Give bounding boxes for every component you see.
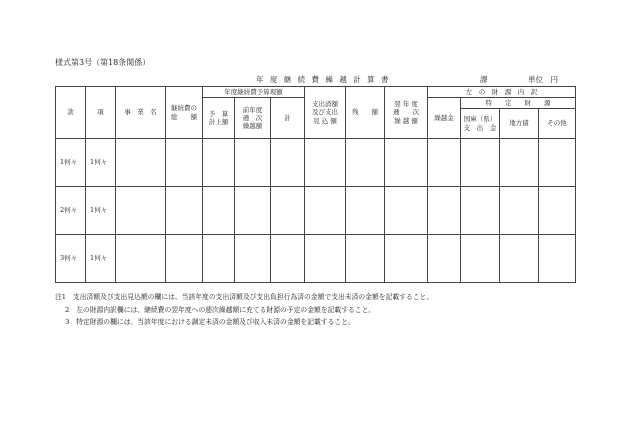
header-yosan-keijou: 予 算 計上額 (203, 98, 235, 139)
row-kan: 3何々 (56, 235, 86, 283)
header-tokutei-zaigen: 特 定 財 源 (461, 98, 576, 109)
row-kou: 1何々 (86, 139, 116, 187)
note-1: 注1 支出済額及び支出見込額の欄には、当該年度の支出済額及び支出負担行為済の金額で支出未済の金額を記載すること。 (55, 293, 434, 301)
document-title: 年 度 継 続 費 繰 越 計 算 書 (256, 75, 391, 84)
header-yokunendo: 翌 年 度 逓 次 繰 越 額 (385, 87, 428, 139)
header-kokko-shishutsukin: 国庫（県） 支 出 金 (461, 109, 500, 139)
header-shishutsu: 支出済額 及び支出 見 込 額 (305, 87, 346, 139)
row-kan: 1何々 (56, 139, 86, 187)
department-label: 課 (480, 75, 488, 84)
table-row (56, 235, 576, 283)
table-row (56, 187, 576, 235)
row-kou: 1何々 (86, 235, 116, 283)
unit-label: 単位 円 (528, 75, 558, 84)
header-zaigen-uchiwake: 左 の 財 源 内 訳 (428, 87, 576, 98)
header-keizokuhi-total: 継続費の 総 額 (166, 87, 203, 139)
note-3: 3 特定財源の欄には、当該年度における調定未済の金額及び収入未済の金額を記載すること。 (65, 318, 355, 326)
header-yosan-genkaku: 年度継続費予算現額 (203, 87, 305, 98)
header-kei: 計 (271, 98, 305, 139)
form-number: 様式第3号（第18条関係） (55, 58, 151, 67)
row-kan: 2何々 (56, 187, 86, 235)
header-jigyou: 事 業 名 (116, 87, 166, 139)
header-kan: 款 (56, 87, 86, 139)
header-zennendo: 前年度 逓 次 繰越額 (235, 98, 271, 139)
notes (55, 291, 433, 329)
header-zangaku: 残 額 (346, 87, 385, 139)
row-kou: 1何々 (86, 187, 116, 235)
header-chihousai: 地方債 (500, 109, 539, 139)
header-sonota: その他 (539, 109, 576, 139)
header-kurikoshikin: 繰越金 (428, 98, 461, 139)
header-kou: 項 (86, 87, 116, 139)
table-row (56, 139, 576, 187)
carryover-table (55, 86, 576, 283)
note-2: 2 左の財源内訳欄には、継続費の翌年度への逓次繰越額に充てる財源の予定の金額を記載すること。 (65, 305, 376, 314)
